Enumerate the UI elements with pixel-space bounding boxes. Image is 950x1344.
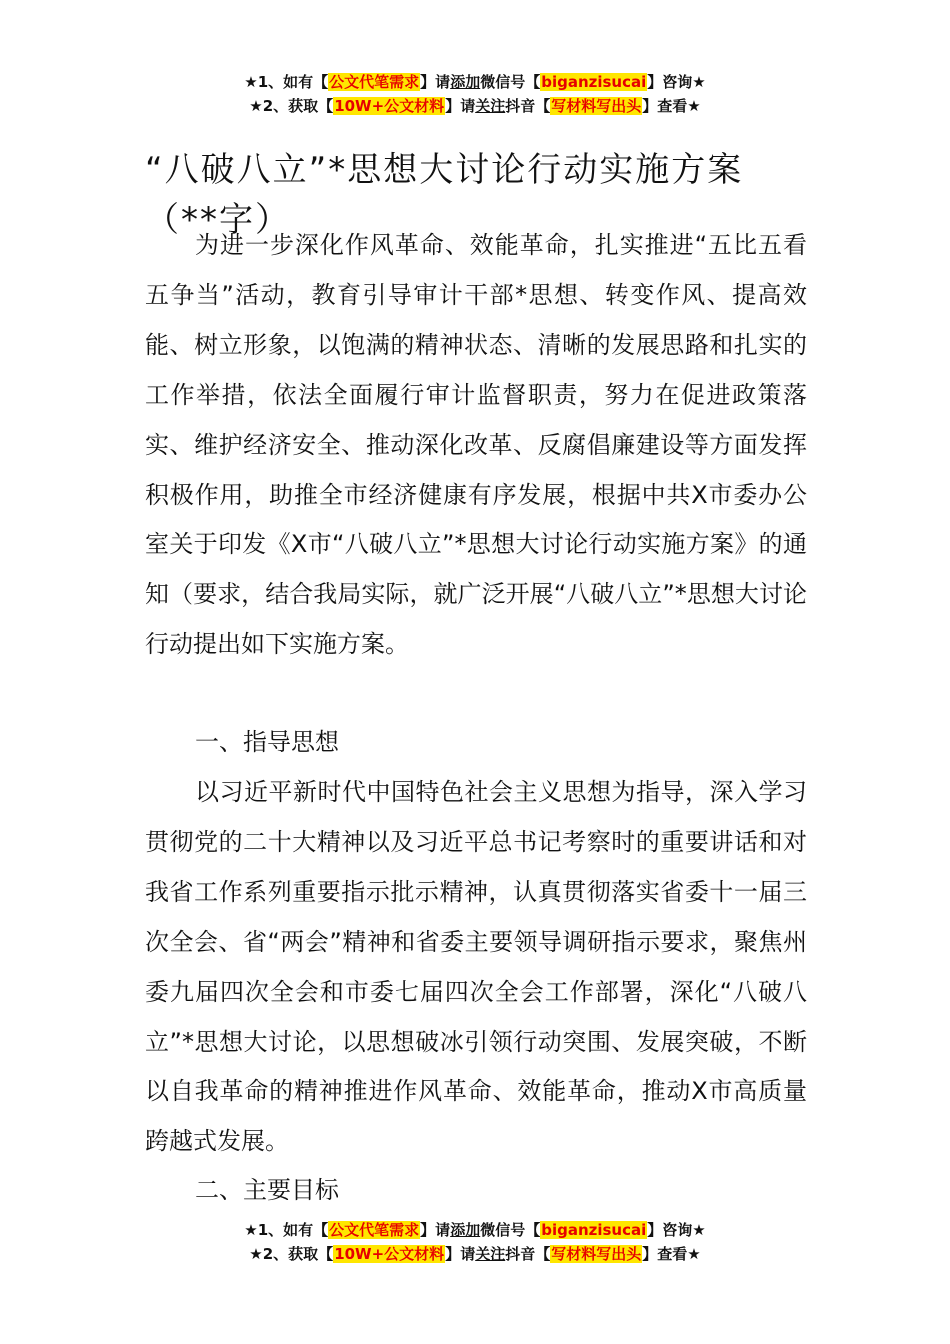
- section-heading-main-goals: 二、主要目标: [195, 1176, 339, 1204]
- promo-text: ★1、如有【: [244, 73, 329, 91]
- promo-text: 微信号【: [480, 1221, 541, 1239]
- promo-text: 】请: [445, 97, 476, 115]
- promo-line-1: [0, 70, 950, 94]
- document-title: “八破八立”*思想大讨论行动实施方案（**字）: [145, 149, 744, 240]
- guiding-thought-paragraph: 以习近平新时代中国特色社会主义思想为指导，深入学习贯彻党的二十大精神以及习近平总书记考察时的重要讲话和对我省工作系列重要指示批示精神，认真贯彻落实省委十一届三次全会、省“两会”精神和省委主要领导调研指示要求，聚焦州委九届四次全会和市委七届四次全会工作部署，深化“八破八立”*思想大讨论，以思想破冰引领行动突围、发展突破，不断以自我革命的精神推进作风革命、效能革命，推动X市高质量跨越式发展。: [145, 778, 807, 1156]
- promo-highlight: 公文代笔需求: [329, 73, 420, 91]
- promo-text: 抖音【: [505, 97, 551, 115]
- promo-text: 微信号【: [480, 73, 541, 91]
- promo-text: 】查看★: [642, 97, 701, 115]
- promo-text: 】查看★: [642, 1245, 701, 1263]
- promo-highlight: 10W+公文材料: [334, 97, 445, 115]
- promo-text: 】请: [445, 1245, 476, 1263]
- promo-highlight: 写材料写出头: [551, 97, 642, 115]
- promo-underlined: 添加: [450, 1221, 481, 1239]
- promo-line-1: [0, 1218, 950, 1242]
- promo-text: 】咨询★: [647, 73, 706, 91]
- intro-paragraph: 为进一步深化作风革命、效能革命，扎实推进“五比五看五争当”活动，教育引导审计干部*思想、转变作风、提高效能、树立形象，以饱满的精神状态、清晰的发展思路和扎实的工作举措，依法全面履行审计监督职责，努力在促进政策落实、维护经济安全、推动深化改革、反腐倡廉建设等方面发挥积极作用，助推全市经济健康有序发展，根据中共X市委办公室关于印发《X市“八破八立”*思想大讨论行动实施方案》的通知（要求，结合我局实际，就广泛开展“八破八立”*思想大讨论行动提出如下实施方案。: [145, 231, 807, 659]
- promo-line-2: [0, 1242, 950, 1266]
- promo-text: ★1、如有【: [244, 1221, 329, 1239]
- bottom-promo-banner: [0, 1218, 950, 1266]
- promo-text: ★2、获取【: [249, 97, 334, 115]
- promo-text: 抖音【: [505, 1245, 551, 1263]
- promo-underlined: 添加: [450, 73, 481, 91]
- promo-underlined: 关注: [475, 1245, 506, 1263]
- promo-text: 】请: [420, 1221, 451, 1239]
- promo-line-2: [0, 94, 950, 118]
- promo-highlight: biganzisucai: [541, 73, 647, 91]
- promo-highlight: 公文代笔需求: [329, 1221, 420, 1239]
- promo-text: 】咨询★: [647, 1221, 706, 1239]
- section-heading-guiding-thought: 一、指导思想: [195, 728, 339, 756]
- top-promo-banner: [0, 70, 950, 118]
- promo-highlight: 写材料写出头: [551, 1245, 642, 1263]
- promo-text: ★2、获取【: [249, 1245, 334, 1263]
- promo-text: 】请: [420, 73, 451, 91]
- promo-underlined: 关注: [475, 97, 506, 115]
- promo-highlight: 10W+公文材料: [334, 1245, 445, 1263]
- promo-highlight: biganzisucai: [541, 1221, 647, 1239]
